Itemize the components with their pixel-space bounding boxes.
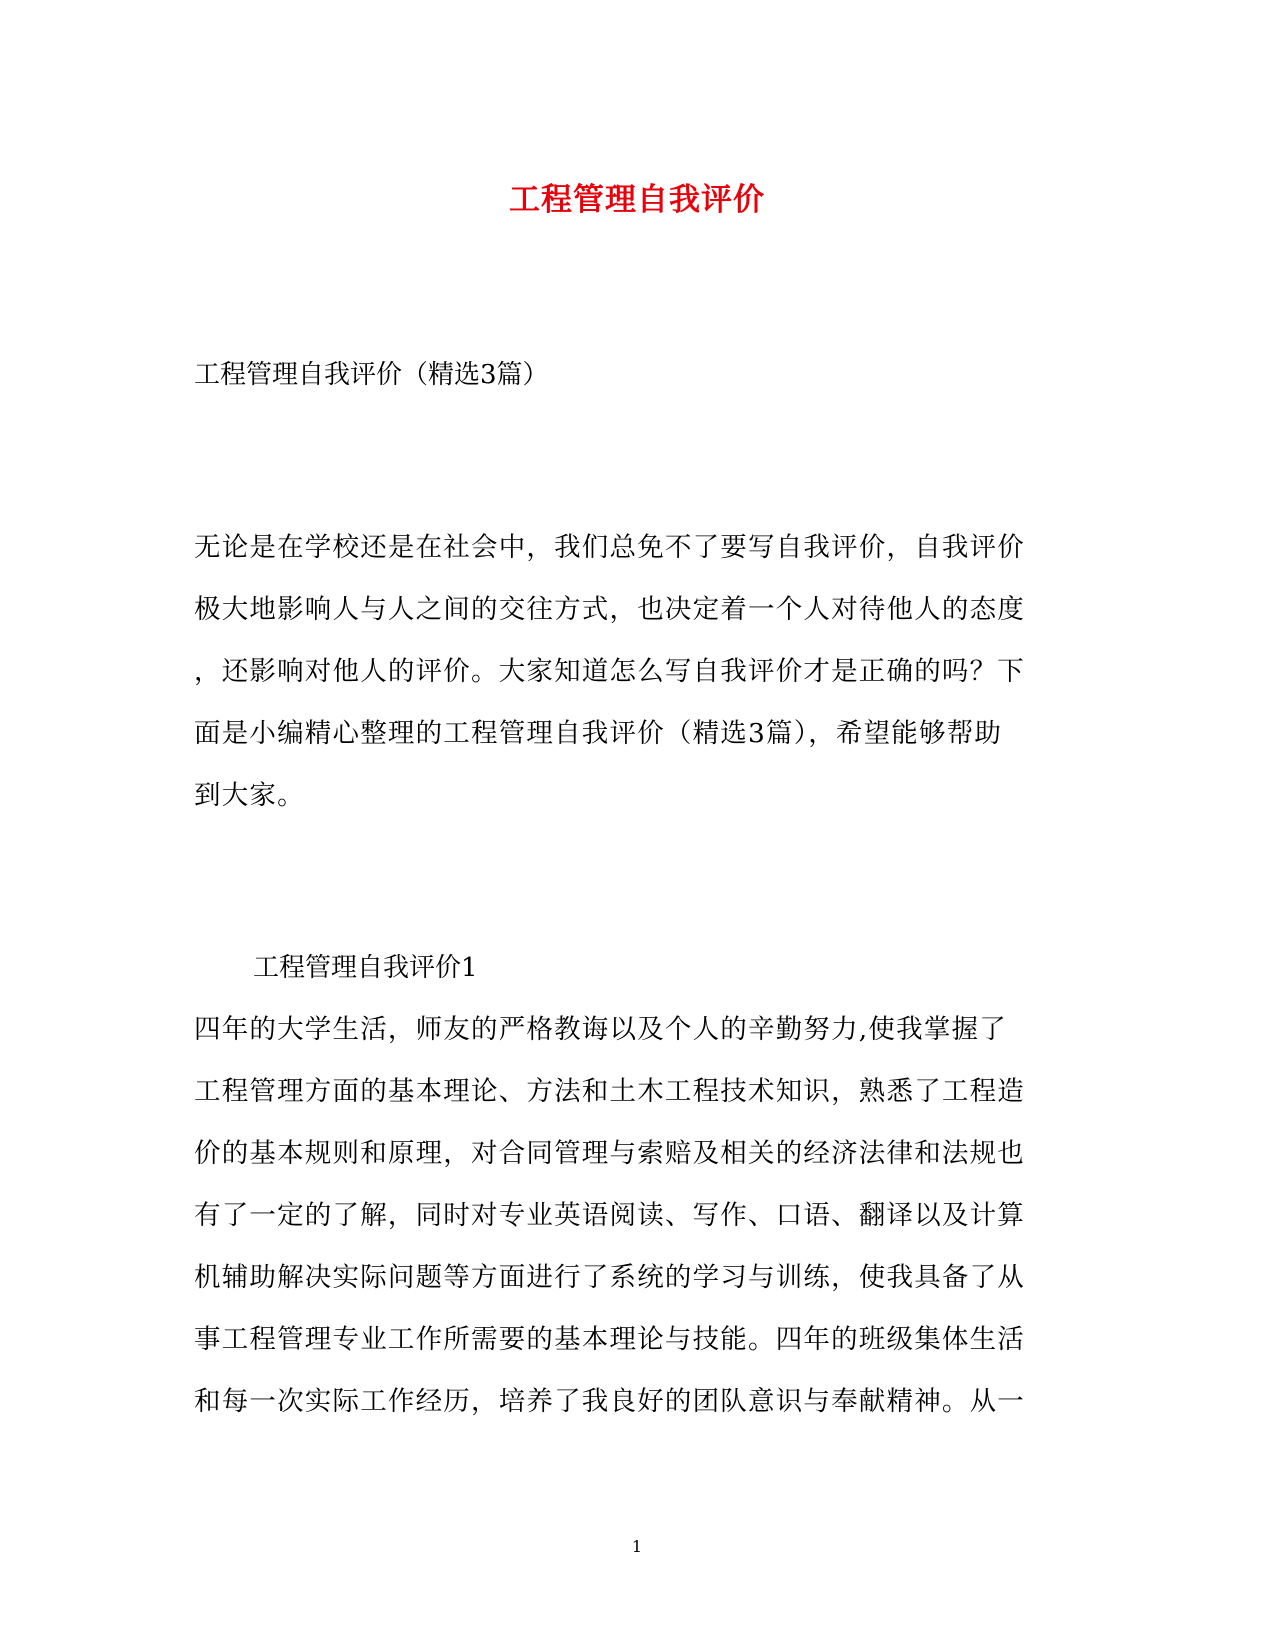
intro-line: 到大家。 — [194, 780, 305, 811]
intro-line: 无论是在学校还是在社会中，我们总免不了要写自我评价，自我评价 — [194, 532, 1025, 563]
section-line: 工程管理方面的基本理论、方法和土木工程技术知识，熟悉了工程造 — [194, 1076, 1025, 1107]
section-line: 有了一定的了解，同时对专业英语阅读、写作、口语、翻译以及计算 — [194, 1200, 1025, 1231]
document-title: 工程管理自我评价 — [509, 182, 765, 218]
section-line: 机辅助解决实际问题等方面进行了系统的学习与训练，使我具备了从 — [194, 1262, 1025, 1293]
document-subtitle: 工程管理自我评价（精选3篇） — [194, 360, 549, 390]
intro-line: 极大地影响人与人之间的交往方式，也决定着一个人对待他人的态度 — [194, 594, 1025, 625]
section-line: 四年的大学生活，师友的严格教诲以及个人的辛勤努力,使我掌握了 — [194, 1014, 1007, 1045]
intro-line: 面是小编精心整理的工程管理自我评价（精选3篇），希望能够帮助 — [194, 718, 1003, 749]
intro-line: ，还影响对他人的评价。大家知道怎么写自我评价才是正确的吗？下 — [194, 656, 1025, 687]
section-line: 事工程管理专业工作所需要的基本理论与技能。四年的班级集体生活 — [194, 1324, 1025, 1355]
section-line: 和每一次实际工作经历，培养了我良好的团队意识与奉献精神。从一 — [194, 1386, 1025, 1417]
page-number: 1 — [631, 1537, 643, 1556]
section-line: 价的基本规则和原理，对合同管理与索赔及相关的经济法律和法规也 — [194, 1138, 1025, 1169]
section-heading: 工程管理自我评价1 — [253, 953, 478, 983]
